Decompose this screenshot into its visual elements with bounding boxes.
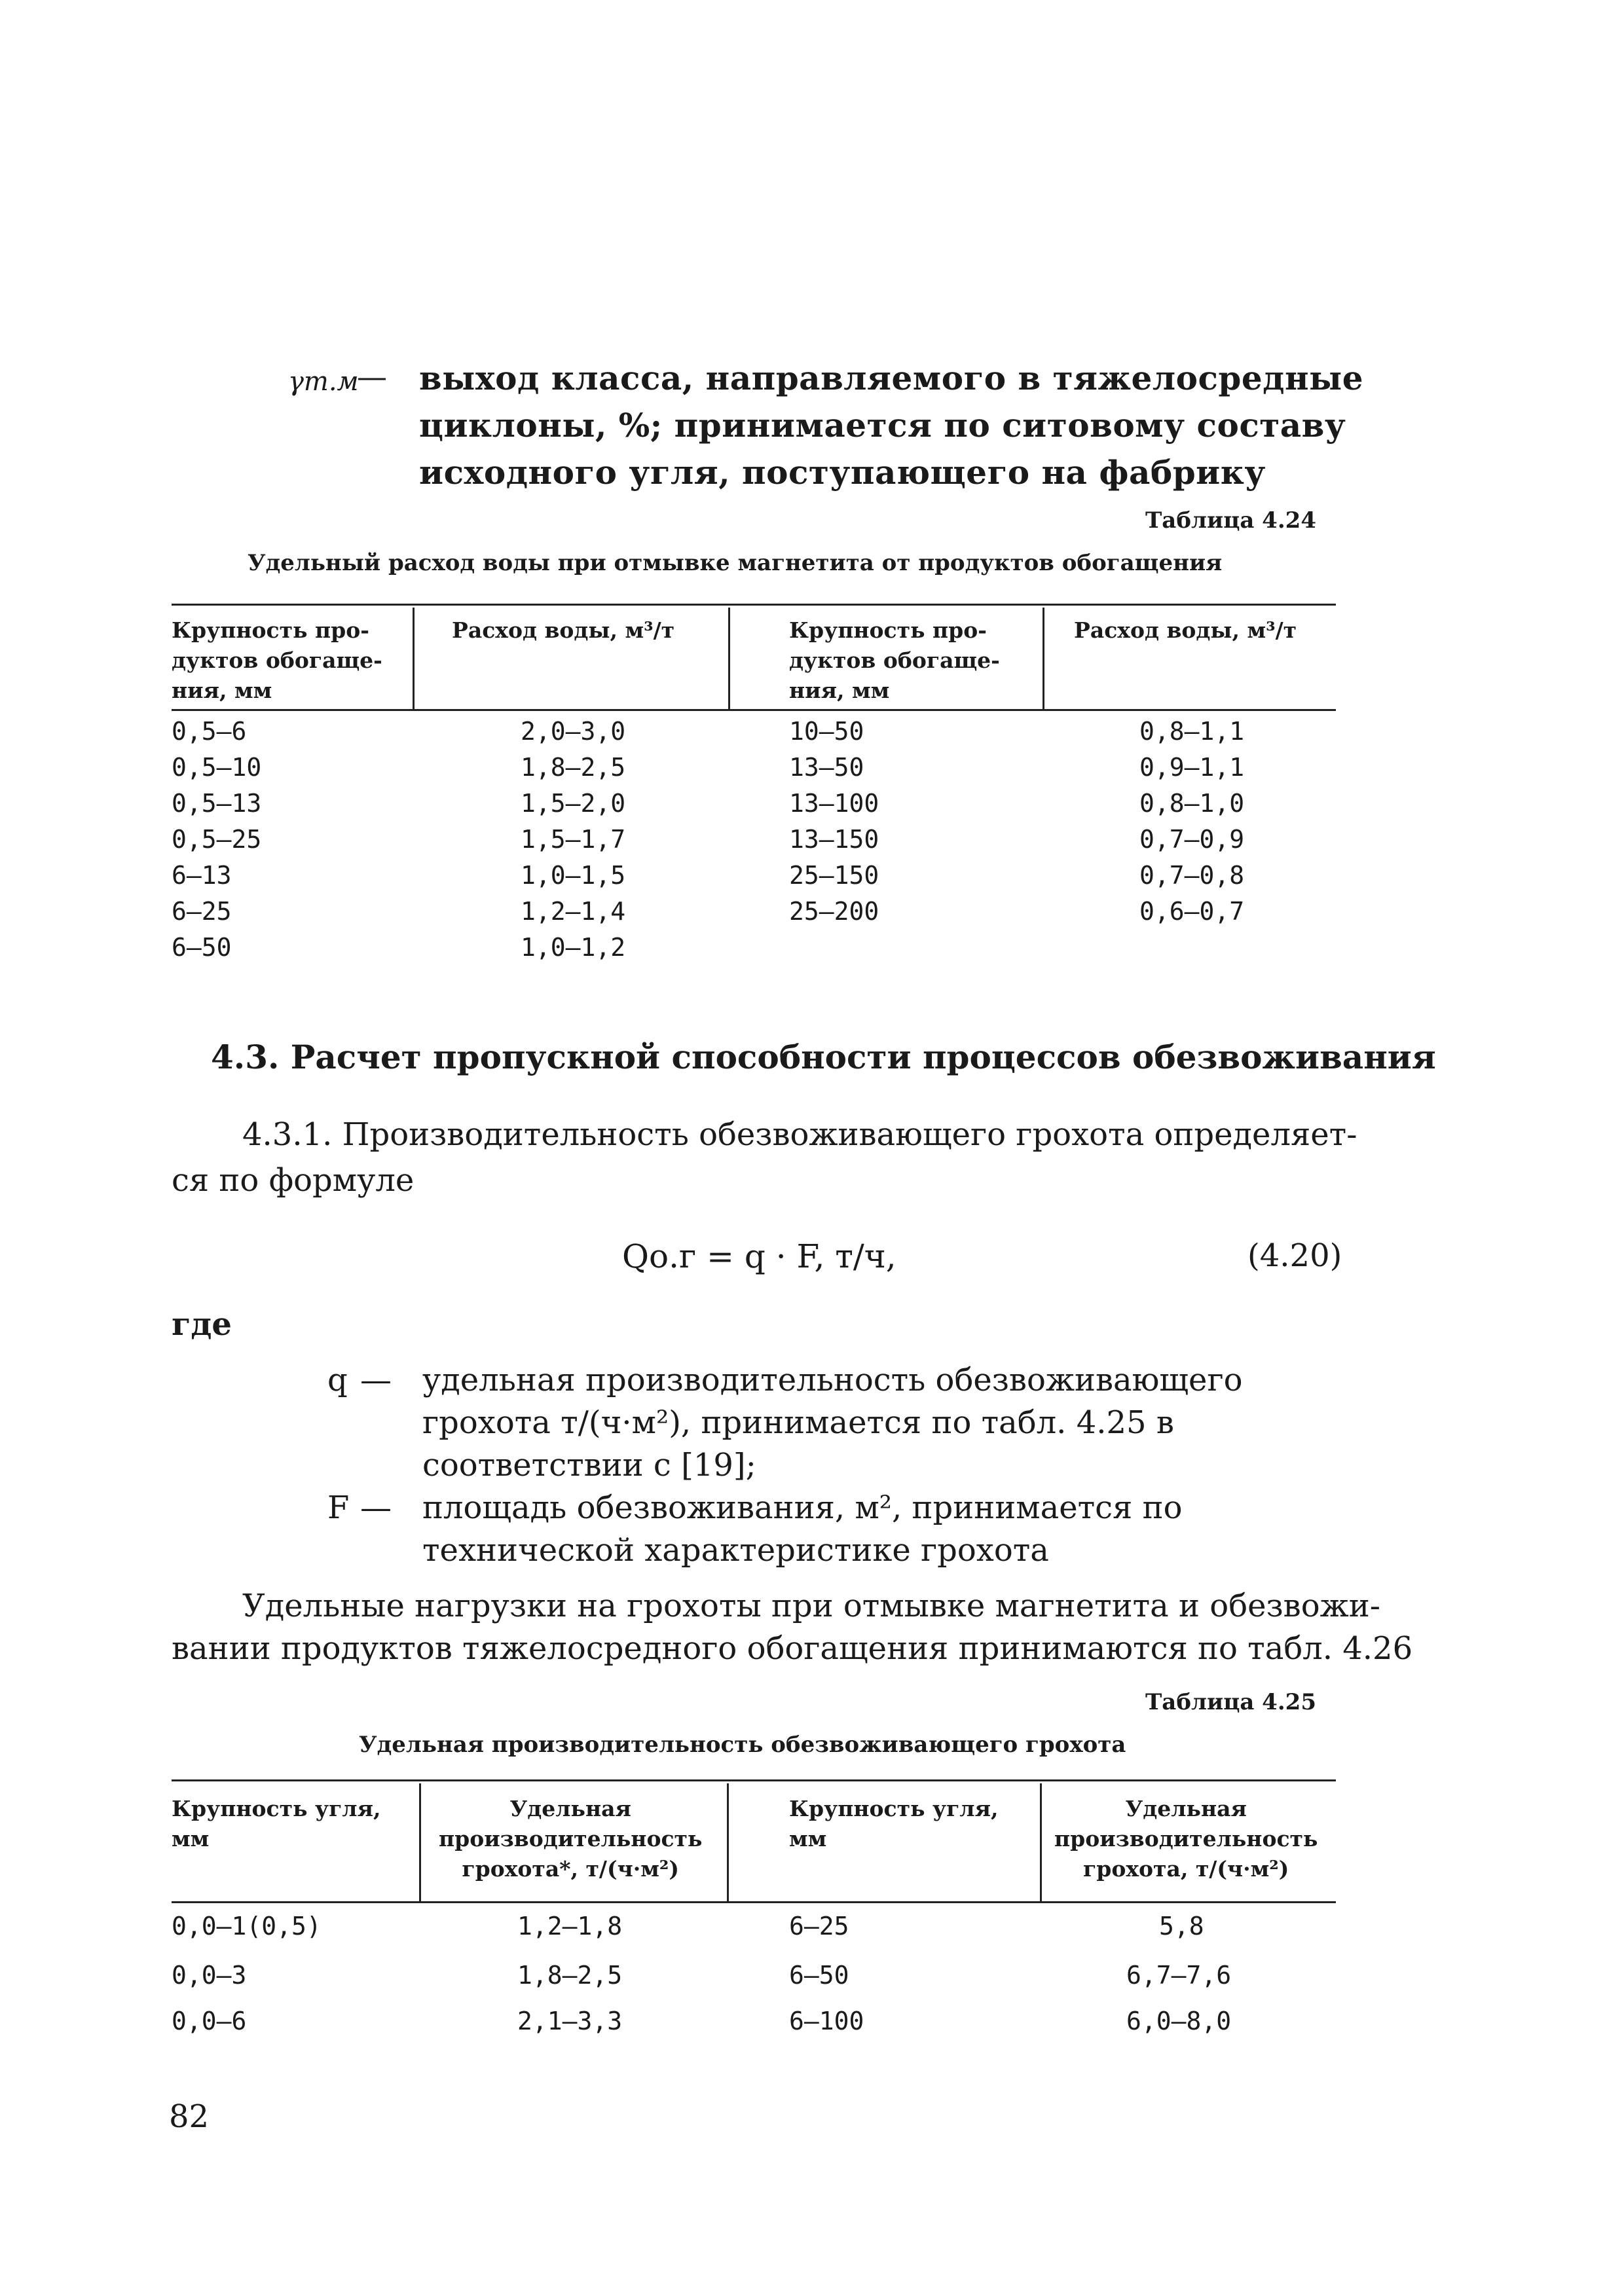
table-1-cell: 0,8—1,0 [1139,789,1245,818]
table-1-cell: 1,8—2,5 [521,753,626,782]
table-2-header-size-1: Крупность угля, мм [172,1796,381,1851]
table-2-cell: 0,0—1(0,5) [172,1912,322,1941]
table-1-cell: 0,8—1,1 [1139,717,1245,746]
table-1-cell: 1,0—1,5 [521,861,626,890]
where-label: где [172,1306,232,1343]
table-2-header-capacity-2: Удельная производительность грохота, т/(ч·м²) [1054,1796,1318,1882]
table-2-cell: 6,0—8,0 [1126,2007,1232,2035]
intro-line-3: исходного угля, поступающего на фабрику [419,453,1266,492]
table-1-vrule-2 [728,608,730,709]
table-2-header-size-2: Крупность угля, мм [789,1796,999,1851]
table-1-cell: 2,0—3,0 [521,717,626,746]
table-2-vrule-3 [1040,1783,1042,1901]
table-2-vrule-1 [419,1783,421,1901]
table-1-cell: 0,9—1,1 [1139,753,1245,782]
intro-line-2: циклоны, %; принимается по ситовому составу [419,406,1346,445]
table-1-cell: 0,5—10 [172,753,262,782]
table-2-title: Удельная производительность обезвоживающего грохота [359,1732,1126,1758]
table-1-header-size-2: Крупность про- дуктов обогаще- ния, мм [789,617,1000,703]
def-f-line-1: площадь обезвоживания, м², принимается по [422,1489,1183,1526]
table-2-cell: 6—50 [789,1961,849,1990]
table-2-cell: 6—25 [789,1912,849,1941]
section-heading: 4.3. Расчет пропускной способности процессов обезвоживания [211,1038,1436,1076]
table-1-cell: 0,5—13 [172,789,262,818]
table-2-vrule-2 [727,1783,729,1901]
symbol-gamma: γт.м [288,367,359,397]
table-2-top-rule [172,1779,1336,1781]
table-1-label: Таблица 4.24 [1145,507,1316,534]
table-1-cell: 0,5—25 [172,825,262,854]
table-2-label: Таблица 4.25 [1145,1689,1316,1715]
intro-line-1: выход класса, направляемого в тяжелосредные [419,359,1364,397]
table-2-cell: 0,0—6 [172,2007,247,2035]
paragraph-2-line-2: вании продуктов тяжелосредного обогащения принимаются по табл. 4.26 [172,1630,1413,1667]
table-1-cell: 1,0—1,2 [521,933,626,962]
table-1-cell: 10—50 [789,717,864,746]
def-q-line-2: грохота т/(ч·м²), принимается по табл. 4.25 в [422,1404,1174,1441]
table-2-cell: 1,8—2,5 [517,1961,623,1990]
table-2-header-rule [172,1901,1336,1903]
table-2-cell: 5,8 [1159,1912,1204,1941]
equation-number: (4.20) [1247,1237,1342,1274]
table-1-header-rule [172,709,1336,711]
def-f-dash: — [360,1489,392,1526]
table-1-cell: 25—150 [789,861,879,890]
table-1-title: Удельный расход воды при отмывке магнетита от продуктов обогащения [248,550,1223,576]
def-q-dash: — [360,1362,392,1398]
table-1-cell: 1,5—2,0 [521,789,626,818]
page-number: 82 [169,2098,210,2135]
table-2-cell: 0,0—3 [172,1961,247,1990]
paragraph-2-line-1: Удельные нагрузки на грохоты при отмывке магнетита и обезвожи- [242,1588,1380,1624]
table-1-cell: 13—100 [789,789,879,818]
table-1-vrule-3 [1043,608,1044,709]
definition-dash: — [357,359,387,394]
table-1-header-water-2: Расход воды, м³/т [1074,617,1297,643]
table-2-header-capacity-1: Удельная производительность грохота*, т/(ч·м²) [439,1796,703,1882]
def-q-line-3: соответствии с [19]; [422,1447,756,1484]
table-1-cell: 0,7—0,8 [1139,861,1245,890]
table-2-cell: 2,1—3,3 [517,2007,623,2035]
table-1-cell: 1,5—1,7 [521,825,626,854]
table-1-cell: 0,7—0,9 [1139,825,1245,854]
formula-4-20: Qо.г = q · F, т/ч, [622,1237,896,1275]
table-1-cell: 6—13 [172,861,232,890]
table-1-cell: 6—50 [172,933,232,962]
def-f-line-2: технической характеристике грохота [422,1532,1049,1569]
def-f-symbol: F [327,1489,350,1526]
table-2-cell: 6—100 [789,2007,864,2035]
table-2-cell: 1,2—1,8 [517,1912,623,1941]
paragraph-1-line-1: 4.3.1. Производительность обезвоживающего грохота определяет- [242,1116,1357,1153]
table-1-cell: 0,5—6 [172,717,247,746]
def-q-symbol: q [327,1362,348,1398]
table-1-header-size-1: Крупность про- дуктов обогаще- ния, мм [172,617,382,703]
table-1-vrule-1 [413,608,415,709]
table-2-cell: 6,7—7,6 [1126,1961,1232,1990]
def-q-line-1: удельная производительность обезвоживающего [422,1362,1243,1398]
table-1-cell: 13—50 [789,753,864,782]
table-1-header-water-1: Расход воды, м³/т [452,617,675,643]
table-1-cell: 6—25 [172,897,232,926]
paragraph-1-line-2: ся по формуле [172,1162,415,1199]
table-1-cell: 1,2—1,4 [521,897,626,926]
table-1-cell: 13—150 [789,825,879,854]
table-1-cell: 25—200 [789,897,879,926]
table-1-top-rule [172,604,1336,606]
table-1-cell: 0,6—0,7 [1139,897,1245,926]
